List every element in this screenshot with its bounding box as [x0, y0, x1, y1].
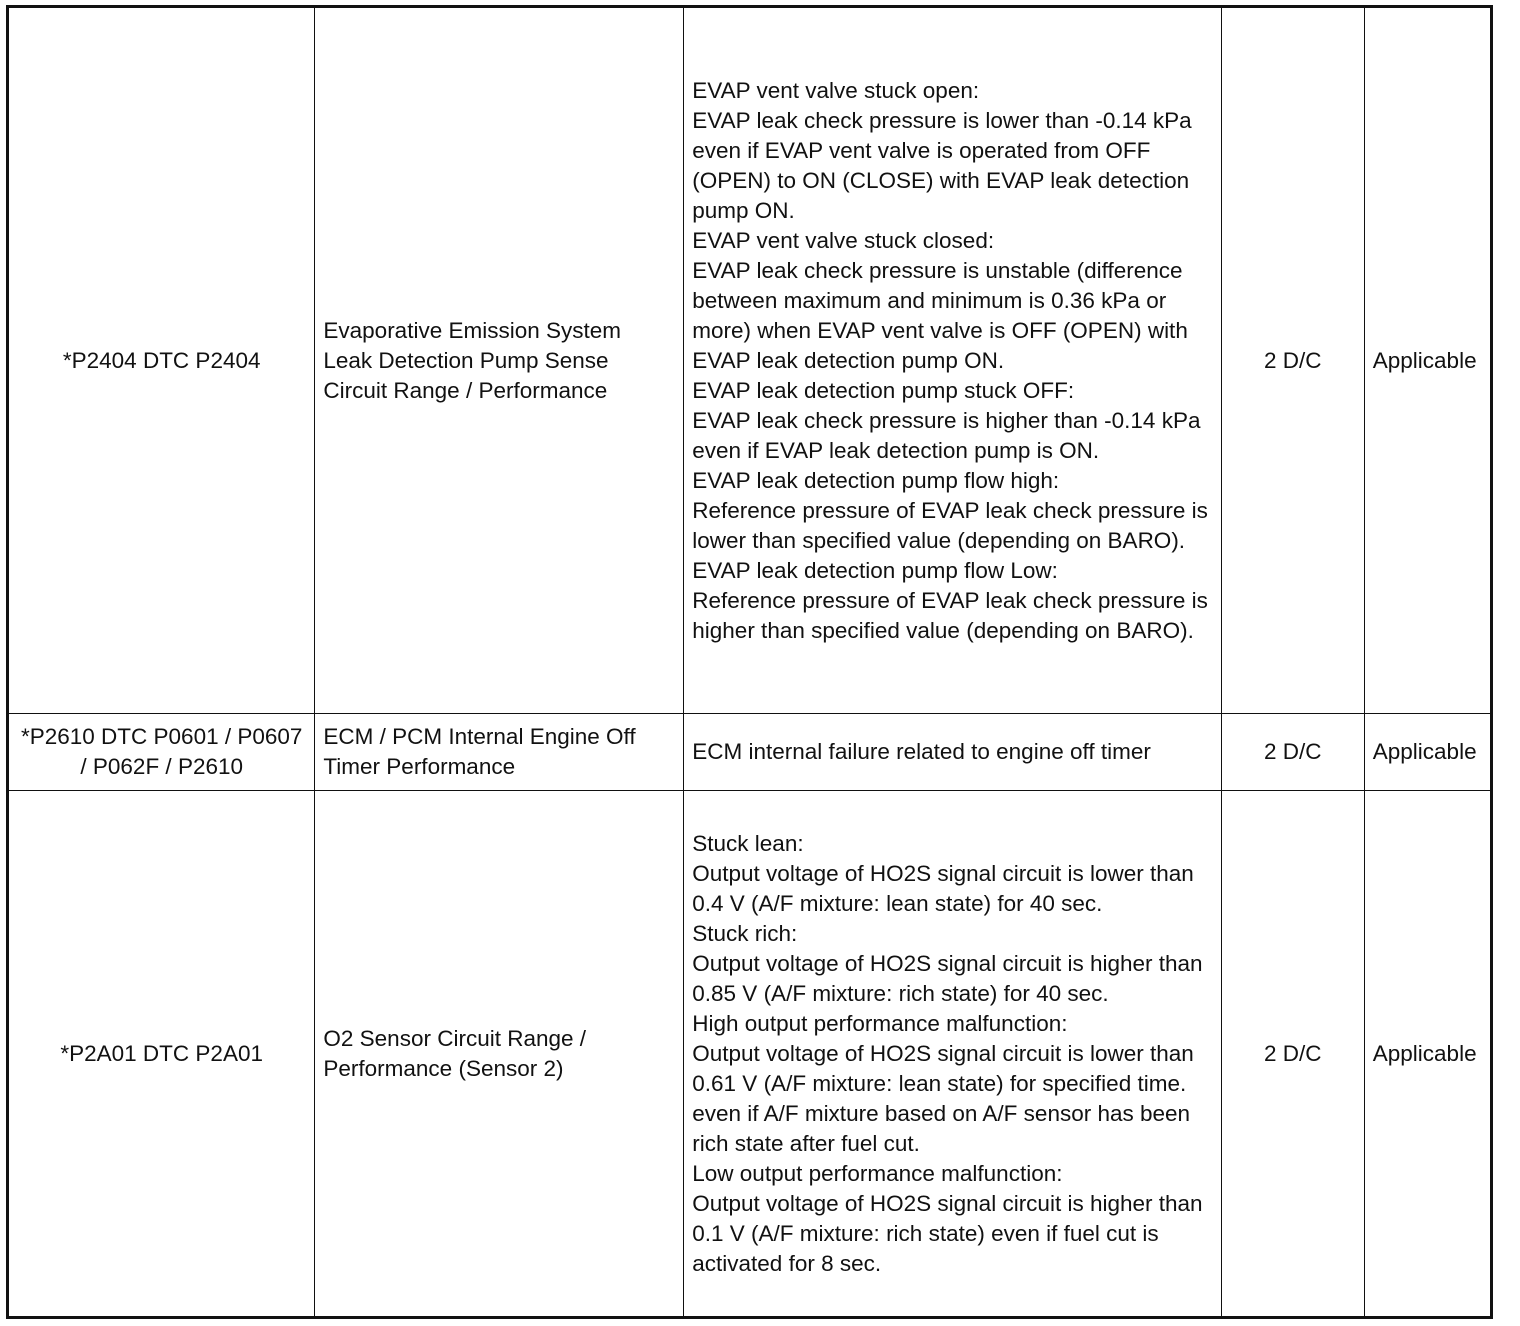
- condition-line: EVAP leak detection pump stuck OFF:: [692, 377, 1075, 403]
- dtc-code-cell: *P2610 DTC P0601 / P0607 / P062F / P2610: [8, 714, 315, 791]
- detection-condition-cell: [684, 714, 1221, 791]
- mil-cell: Applicable: [1364, 791, 1491, 1318]
- condition-line: Reference pressure of EVAP leak check pressure is higher than specified value (depending on BARO).: [692, 587, 1208, 643]
- detection-condition-cell: [684, 7, 1221, 714]
- condition-line: Output voltage of HO2S signal circuit is higher than 0.85 V (A/F mixture: rich state) for 40 sec.: [692, 950, 1203, 1006]
- dtc-name-cell: ECM / PCM Internal Engine Off Timer Performance: [315, 714, 684, 791]
- condition-line: EVAP vent valve stuck open:: [692, 77, 980, 103]
- condition-line: EVAP leak check pressure is lower than -0.14 kPa even if EVAP vent valve is operated from OFF (OPEN) to ON (CLOSE) with EVAP leak detection pump ON.: [692, 107, 1192, 223]
- table-row: [8, 791, 1492, 1318]
- condition-line: EVAP leak detection pump flow high:: [692, 467, 1060, 493]
- trip-logic-cell: 2 D/C: [1221, 714, 1364, 791]
- dtc-name-cell: O2 Sensor Circuit Range / Performance (Sensor 2): [315, 791, 684, 1318]
- condition-line: Output voltage of HO2S signal circuit is lower than 0.4 V (A/F mixture: lean state) for 40 sec.: [692, 860, 1194, 916]
- dtc-table: [6, 5, 1493, 1319]
- dtc-name-cell: Evaporative Emission System Leak Detection Pump Sense Circuit Range / Performance: [315, 7, 684, 714]
- detection-condition-cell: [684, 791, 1221, 1318]
- dtc-table-body: [8, 7, 1492, 1318]
- trip-logic-cell: 2 D/C: [1221, 7, 1364, 714]
- table-row: [8, 7, 1492, 714]
- condition-line: EVAP leak detection pump flow Low:: [692, 557, 1058, 583]
- condition-line: EVAP leak check pressure is unstable (difference between maximum and minimum is 0.36 kPa or more) when EVAP vent valve is OFF (OPEN) with EVAP leak detection pump ON.: [692, 257, 1188, 373]
- dtc-code-cell: *P2404 DTC P2404: [8, 7, 315, 714]
- dtc-code-cell: *P2A01 DTC P2A01: [8, 791, 315, 1318]
- condition-line: Output voltage of HO2S signal circuit is lower than 0.61 V (A/F mixture: lean state) for specified time. even if A/F mixture based on A/F sensor has been rich state after fuel cut.: [692, 1040, 1194, 1156]
- condition-line: ECM internal failure related to engine off timer: [692, 739, 1151, 764]
- mil-cell: Applicable: [1364, 7, 1491, 714]
- table-row: [8, 714, 1492, 791]
- mil-cell: Applicable: [1364, 714, 1491, 791]
- condition-line: EVAP leak check pressure is higher than -0.14 kPa even if EVAP leak detection pump is ON.: [692, 407, 1201, 463]
- condition-line: Stuck rich:: [692, 920, 798, 946]
- condition-line: Output voltage of HO2S signal circuit is higher than 0.1 V (A/F mixture: rich state) even if fuel cut is activated for 8 sec.: [692, 1190, 1203, 1276]
- trip-logic-cell: 2 D/C: [1221, 791, 1364, 1318]
- condition-line: Reference pressure of EVAP leak check pressure is lower than specified value (depending on BARO).: [692, 497, 1208, 553]
- condition-line: Stuck lean:: [692, 830, 804, 856]
- condition-line: Low output performance malfunction:: [692, 1160, 1063, 1186]
- condition-line: High output performance malfunction:: [692, 1010, 1068, 1036]
- condition-line: EVAP vent valve stuck closed:: [692, 227, 995, 253]
